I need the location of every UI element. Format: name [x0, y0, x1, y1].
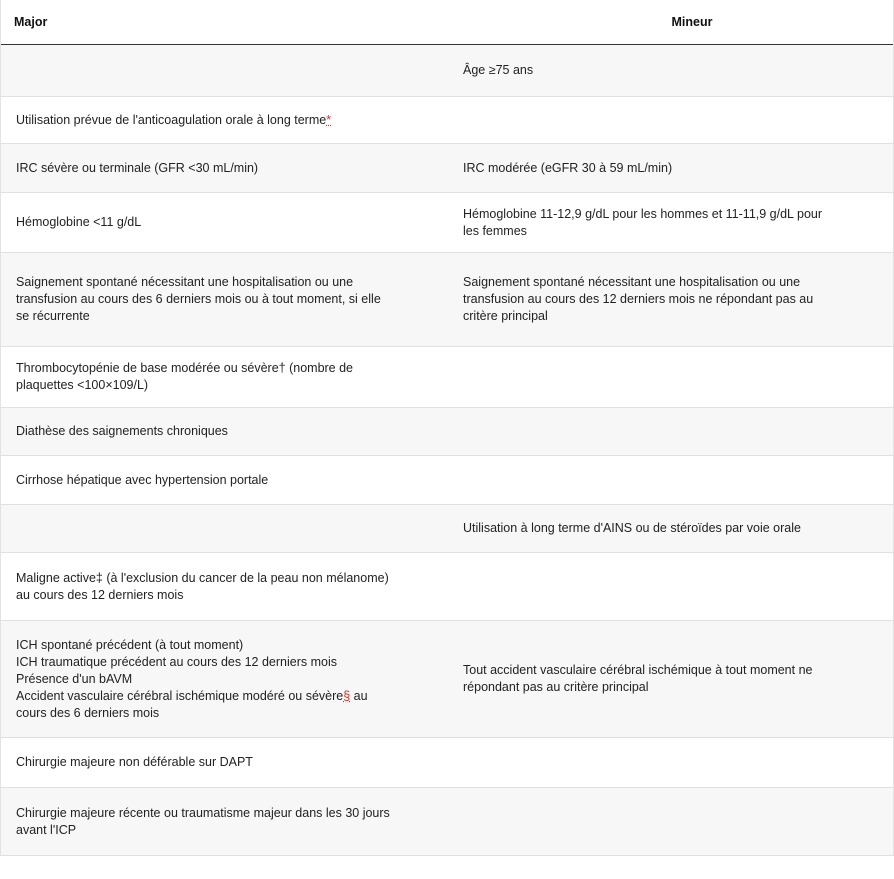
major-cell: [1, 274, 448, 325]
major-text-line: transfusion au cours des 6 derniers mois ou à tout moment, si elle: [16, 292, 381, 306]
inline-text: au: [350, 688, 368, 703]
minor-text-line: Hémoglobine 11-12,9 g/dL pour les hommes et 11-11,9 g/dL pour: [463, 206, 823, 221]
table-body: [1, 45, 893, 856]
table-row: [1, 253, 893, 347]
major-cell: [1, 423, 448, 440]
major-text-line: Thrombocytopénie de base modérée ou sévère† (nombre de: [16, 361, 354, 375]
major-text-line: Chirurgie majeure non déférable sur DAPT: [16, 755, 253, 769]
header-minor: Mineur: [671, 15, 713, 29]
table-row: [1, 505, 893, 553]
minor-text-line: les femmes: [463, 223, 527, 238]
minor-cell: [448, 274, 893, 325]
major-text-line: au cours des 12 derniers mois: [16, 587, 184, 602]
minor-text-line: Utilisation à long terme d'AINS ou de stéroïdes par voie orale: [463, 521, 801, 535]
table-row: [1, 144, 893, 193]
major-text-line: Chirurgie majeure récente ou traumatisme majeur dans les 30 jours: [16, 805, 390, 820]
table-row: [1, 738, 893, 788]
major-text-line: Diathèse des saignements chroniques: [16, 424, 228, 438]
major-cell: [1, 360, 448, 394]
minor-cell: [448, 62, 893, 79]
major-text-line: Cirrhose hépatique avec hypertension portale: [16, 472, 269, 487]
inline-text: Utilisation prévue de l'anticoagulation orale à long terme: [16, 112, 327, 127]
major-text-line: Présence d'un bAVM: [16, 671, 133, 686]
major-text-line: Maligne active‡ (à l'exclusion du cancer de la peau non mélanome): [16, 570, 389, 585]
minor-text-line: transfusion au cours des 12 derniers mois ne répondant pas au: [463, 292, 814, 306]
major-cell: [1, 112, 448, 129]
major-text-line: [16, 688, 430, 705]
table-row: [1, 553, 893, 621]
table-row: [1, 45, 893, 97]
minor-text-line: IRC modérée (eGFR 30 à 59 mL/min): [463, 160, 673, 175]
minor-cell: [448, 160, 893, 177]
major-text-line: IRC sévère ou terminale (GFR <30 mL/min): [16, 160, 259, 175]
major-text-line: avant l'ICP: [16, 822, 77, 837]
major-text-line: ICH traumatique précédent au cours des 12 derniers mois: [16, 654, 337, 669]
major-cell: [1, 570, 448, 604]
table-row: [1, 456, 893, 505]
table-row: [1, 347, 893, 408]
minor-text-line: Tout accident vasculaire cérébral ischémique à tout moment ne: [463, 663, 813, 677]
table-row: [1, 97, 893, 144]
table-row: [1, 621, 893, 738]
minor-text-line: répondant pas au critère principal: [463, 680, 649, 694]
major-text-line: Hémoglobine <11 g/dL: [16, 215, 142, 229]
header-major: Major: [14, 15, 48, 29]
minor-cell: [448, 520, 893, 537]
minor-cell: [448, 662, 893, 696]
major-text-line: se récurrente: [16, 309, 90, 323]
major-text-line: cours des 6 derniers mois: [16, 705, 160, 720]
table-row: [1, 788, 893, 856]
major-text-line: ICH spontané précédent (à tout moment): [16, 637, 244, 652]
major-text-line: Saignement spontané nécessitant une hospitalisation ou une: [16, 275, 354, 289]
major-cell: [1, 160, 448, 177]
major-cell: [1, 754, 448, 771]
major-cell: [1, 637, 448, 722]
footnote-link[interactable]: *: [326, 112, 332, 127]
table-row: [1, 408, 893, 456]
minor-text-line: critère principal: [463, 309, 548, 323]
inline-text: Accident vasculaire cérébral ischémique modéré ou sévère: [16, 688, 344, 703]
major-cell: [1, 805, 448, 839]
footnote-link[interactable]: §: [343, 688, 351, 703]
major-text-line: [16, 112, 430, 129]
minor-text-line: Âge ≥75 ans: [463, 63, 534, 77]
minor-text-line: Saignement spontané nécessitant une hospitalisation ou une: [463, 275, 801, 289]
table-header: [1, 0, 893, 45]
table-row: [1, 193, 893, 253]
major-text-line: plaquettes <100×109/L): [16, 378, 149, 392]
minor-cell: [448, 206, 893, 240]
major-cell: [1, 472, 448, 489]
major-cell: [1, 214, 448, 231]
